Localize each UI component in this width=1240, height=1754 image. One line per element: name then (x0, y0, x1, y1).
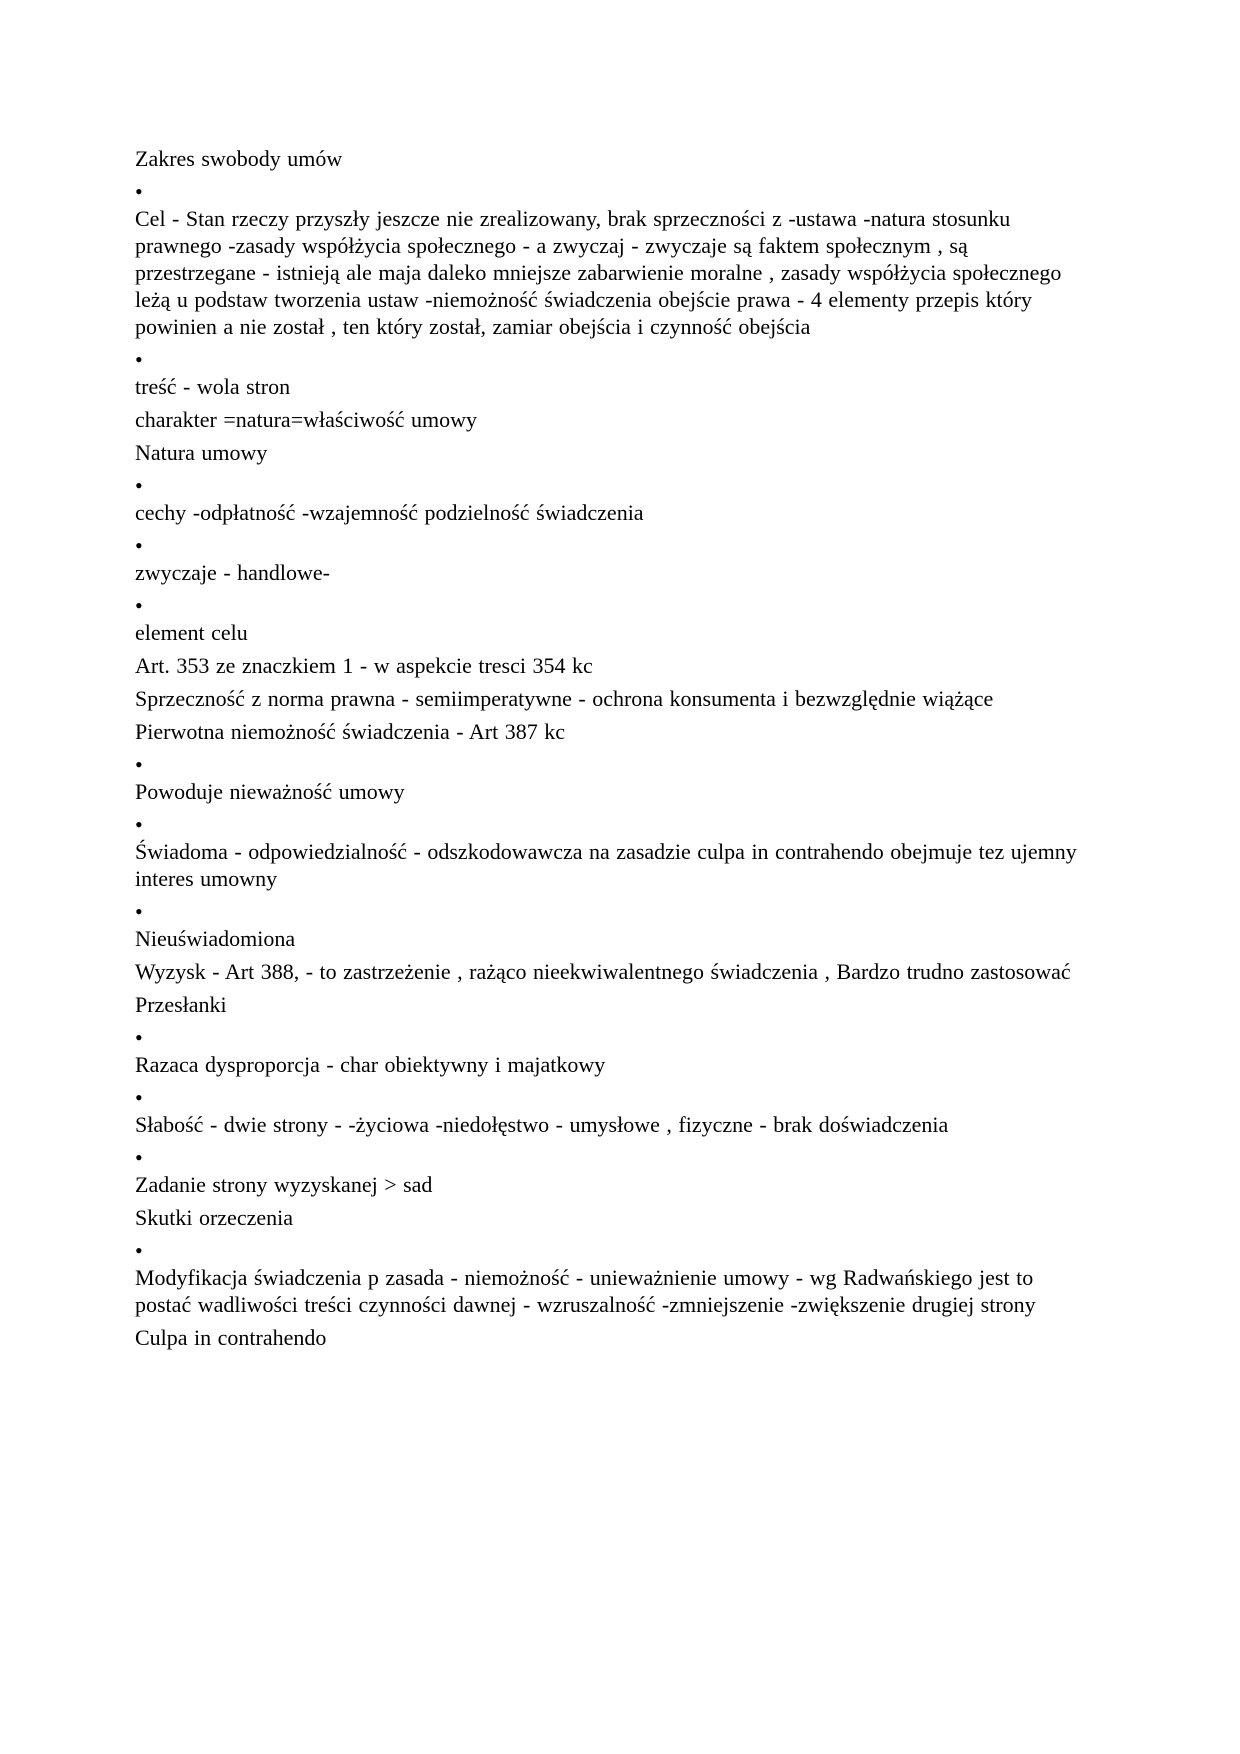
bullet-marker: • (135, 593, 143, 618)
bullet-item-text: Zadanie strony wyzyskanej > sad (135, 1172, 433, 1197)
bullet-item (135, 1237, 1095, 1318)
bullet-item-text: element celu (135, 620, 248, 645)
paragraph: Zakres swobody umów (135, 146, 343, 171)
bullet-item (135, 1084, 1095, 1138)
bullet-item (135, 1144, 1095, 1198)
bullet-marker: • (135, 1238, 143, 1263)
bullet-marker: • (135, 1085, 143, 1110)
bullet-item-text: zwyczaje - handlowe- (135, 560, 331, 585)
paragraph: Sprzeczność z norma prawna - semiimperatywne - ochrona konsumenta i bezwzględnie wiążące (135, 686, 994, 711)
bullet-item-text: Cel - Stan rzeczy przyszły jeszcze nie zrealizowany, brak sprzeczności z -ustawa -natura stosunku prawnego -zasady współżycia społecznego - a zwyczaj - zwyczaje są faktem społecznym , są przestrzegane - istnieją ale maja daleko mniejsze zabarwienie moralne , zasady współżycia społecznego leżą u podstaw tworzenia ustaw -niemożność świadczenia obejście prawa - 4 elementy przepis który powinien a nie został , ten który został, zamiar obejścia i czynność obejścia (135, 206, 1062, 339)
bullet-marker: • (135, 752, 143, 777)
bullet-item (135, 751, 1095, 805)
bullet-item-text: Powoduje nieważność umowy (135, 779, 405, 804)
bullet-marker: • (135, 1025, 143, 1050)
bullet-marker: • (135, 899, 143, 924)
bullet-item (135, 898, 1095, 952)
bullet-item-text: Słabość - dwie strony - -życiowa -niedołęstwo - umysłowe , fizyczne - brak doświadczenia (135, 1112, 949, 1137)
bullet-marker: • (135, 473, 143, 498)
paragraph: Art. 353 ze znaczkiem 1 - w aspekcie tresci 354 kc (135, 653, 593, 678)
bullet-item (135, 811, 1095, 892)
bullet-item-text: treść - wola stron (135, 374, 291, 399)
bullet-marker: • (135, 533, 143, 558)
bullet-item (135, 346, 1095, 400)
bullet-item (135, 592, 1095, 646)
bullet-marker: • (135, 1145, 143, 1170)
paragraph: Skutki orzeczenia (135, 1205, 293, 1230)
paragraph: charakter =natura=właściwość umowy (135, 407, 478, 432)
bullet-item-text: Modyfikacja świadczenia p zasada - niemożność - unieważnienie umowy - wg Radwańskiego jest to postać wadliwości treści czynności dawnej - wzruszalność -zmniejszenie -zwiększenie drugiej strony (135, 1265, 1036, 1317)
bullet-item-text: Razaca dysproporcja - char obiektywny i majatkowy (135, 1052, 606, 1077)
bullet-marker: • (135, 179, 143, 204)
bullet-item-text: cechy -odpłatność -wzajemność podzielność świadczenia (135, 500, 644, 525)
bullet-item-text: Świadoma - odpowiedzialność - odszkodowawcza na zasadzie culpa in contrahendo obejmuje tez ujemny interes umowny (135, 839, 1077, 891)
paragraph: Przesłanki (135, 992, 227, 1017)
document-content (135, 145, 1095, 1351)
paragraph: Wyzysk - Art 388, - to zastrzeżenie , rażąco nieekwiwalentnego świadczenia , Bardzo trudno zastosować (135, 959, 1071, 984)
paragraph: Pierwotna niemożność świadczenia - Art 387 kc (135, 719, 565, 744)
bullet-marker: • (135, 812, 143, 837)
paragraph: Natura umowy (135, 440, 268, 465)
bullet-item (135, 472, 1095, 526)
bullet-item (135, 178, 1095, 340)
bullet-marker: • (135, 347, 143, 372)
bullet-item (135, 1024, 1095, 1078)
bullet-item (135, 532, 1095, 586)
paragraph: Culpa in contrahendo (135, 1325, 327, 1350)
bullet-item-text: Nieuświadomiona (135, 926, 296, 951)
